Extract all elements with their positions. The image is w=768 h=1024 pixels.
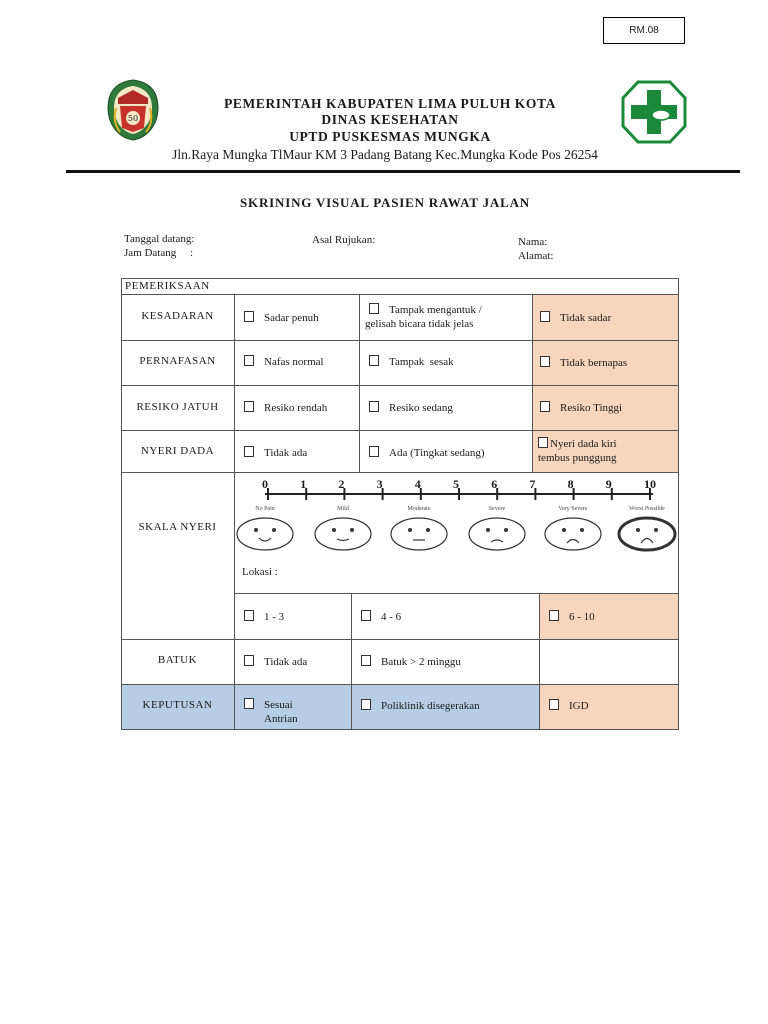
pain-scale-number: 7 [529,477,536,491]
checkbox[interactable] [244,311,254,322]
form-code: RM.08 [603,17,685,44]
option-tidak-ada-nyeri[interactable]: Tidak ada [244,446,307,460]
pain-face-caption: Worst Possible [629,506,665,512]
header-clinic: UPTD PUSKESMAS MUNGKA [289,129,491,144]
pain-scale-faces [237,518,675,550]
pain-face-icon [391,518,447,550]
form-title: SKRINING VISUAL PASIEN RAWAT JALAN [240,195,530,210]
pain-face-icon [315,518,371,550]
svg-text:50: 50 [127,114,139,123]
checkbox[interactable] [549,610,559,621]
header-address: Jln.Raya Mungka TlMaur KM 3 Padang Batang Kec.Mungka Kode Pos 26254 [172,147,598,162]
checkbox[interactable] [538,437,548,448]
lokasi-field[interactable]: Lokasi : [242,566,278,578]
option-skala-1-3[interactable]: 1 - 3 [244,610,284,624]
checkbox[interactable] [244,355,254,366]
option-tidak-sadar[interactable]: Tidak sadar [540,311,611,325]
pain-face-caption: No Pain [255,506,275,512]
pain-scale-number: 5 [453,477,459,491]
option-resiko-rendah[interactable]: Resiko rendah [244,401,327,415]
option-skala-4-6[interactable]: 4 - 6 [361,610,401,624]
option-nafas-normal[interactable]: Nafas normal [244,355,324,369]
checkbox[interactable] [361,655,371,666]
table-header-pemeriksaan: PEMERIKSAAN [125,280,210,292]
pain-face-icon [469,518,525,550]
pain-scale-number: 9 [605,477,612,491]
pain-scale-number: 6 [491,477,498,491]
pain-scale-number: 8 [567,477,574,491]
row-label-batuk: BATUK [157,654,198,666]
header-government: PEMERINTAH KABUPATEN LIMA PULUH KOTA [224,96,556,111]
pain-scale-number: 4 [414,477,421,491]
option-tampak-sesak[interactable]: Tampak sesak [369,355,454,369]
option-resiko-sedang[interactable]: Resiko sedang [369,401,453,415]
option-tidak-bernapas[interactable]: Tidak bernapas [540,356,627,370]
pain-face-caption: Very Severe [558,506,588,512]
field-asal-rujukan[interactable]: Asal Rujukan: [312,234,376,246]
row-label-skala-nyeri: SKALA NYERI [138,521,217,533]
option-batuk-2-minggu[interactable]: Batuk > 2 minggu [361,655,461,669]
option-tampak-mengantuk[interactable]: Tampak mengantuk / gelisah bicara tidak jelas [365,304,482,330]
checkbox[interactable] [369,303,379,314]
option-sadar-penuh[interactable]: Sadar penuh [244,311,319,325]
option-nyeri-dada-kiri[interactable]: Nyeri dada kiri tembus punggung [538,438,617,464]
checkbox[interactable] [244,446,254,457]
option-sesuai-antrian[interactable]: Sesuai Antrian [244,698,298,726]
pain-scale-number: 10 [644,477,656,491]
option-tidak-ada-batuk[interactable]: Tidak ada [244,655,307,669]
checkbox[interactable] [244,401,254,412]
pain-scale-number: 3 [376,477,383,491]
row-label-nyeri-dada: NYERI DADA [140,445,215,457]
checkbox[interactable] [540,311,550,322]
option-resiko-tinggi[interactable]: Resiko Tinggi [540,401,622,415]
field-nama[interactable]: Nama: [518,236,548,248]
pain-face-icon [619,518,675,550]
pain-face-icon [237,518,293,550]
pain-face-icon [545,518,601,550]
checkbox[interactable] [549,699,559,710]
option-igd[interactable]: IGD [549,699,589,713]
checkbox[interactable] [244,610,254,621]
checkbox[interactable] [540,401,550,412]
checkbox[interactable] [369,446,379,457]
field-jam-datang[interactable]: Jam Datang : [124,247,194,259]
pain-face-caption: Mild [337,506,349,512]
pain-scale-number: 0 [262,477,268,491]
checkbox[interactable] [369,401,379,412]
row-label-kesadaran: KESADARAN [141,310,214,322]
pain-scale-number: 1 [300,477,307,491]
screening-table [121,278,679,730]
checkbox[interactable] [361,610,371,621]
header-divider [66,170,740,173]
field-alamat[interactable]: Alamat: [518,250,554,262]
header-department: DINAS KESEHATAN [321,112,459,127]
option-poliklinik-disegerakan[interactable]: Poliklinik disegerakan [361,699,480,713]
row-label-resiko-jatuh: RESIKO JATUH [136,401,219,413]
checkbox[interactable] [361,699,371,710]
field-tanggal-datang[interactable]: Tanggal datang: [124,233,195,245]
option-skala-6-10[interactable]: 6 - 10 [549,610,595,624]
checkbox[interactable] [244,655,254,666]
checkbox[interactable] [540,356,550,367]
pain-face-caption: Severe [488,506,506,512]
pain-scale-number: 2 [338,477,345,491]
checkbox[interactable] [369,355,379,366]
row-label-pernafasan: PERNAFASAN [139,355,216,367]
pain-face-caption: Moderate [407,506,431,512]
row-label-keputusan: KEPUTUSAN [142,699,213,711]
checkbox[interactable] [244,698,254,709]
option-ada-tingkat-sedang[interactable]: Ada (Tingkat sedang) [369,446,485,460]
